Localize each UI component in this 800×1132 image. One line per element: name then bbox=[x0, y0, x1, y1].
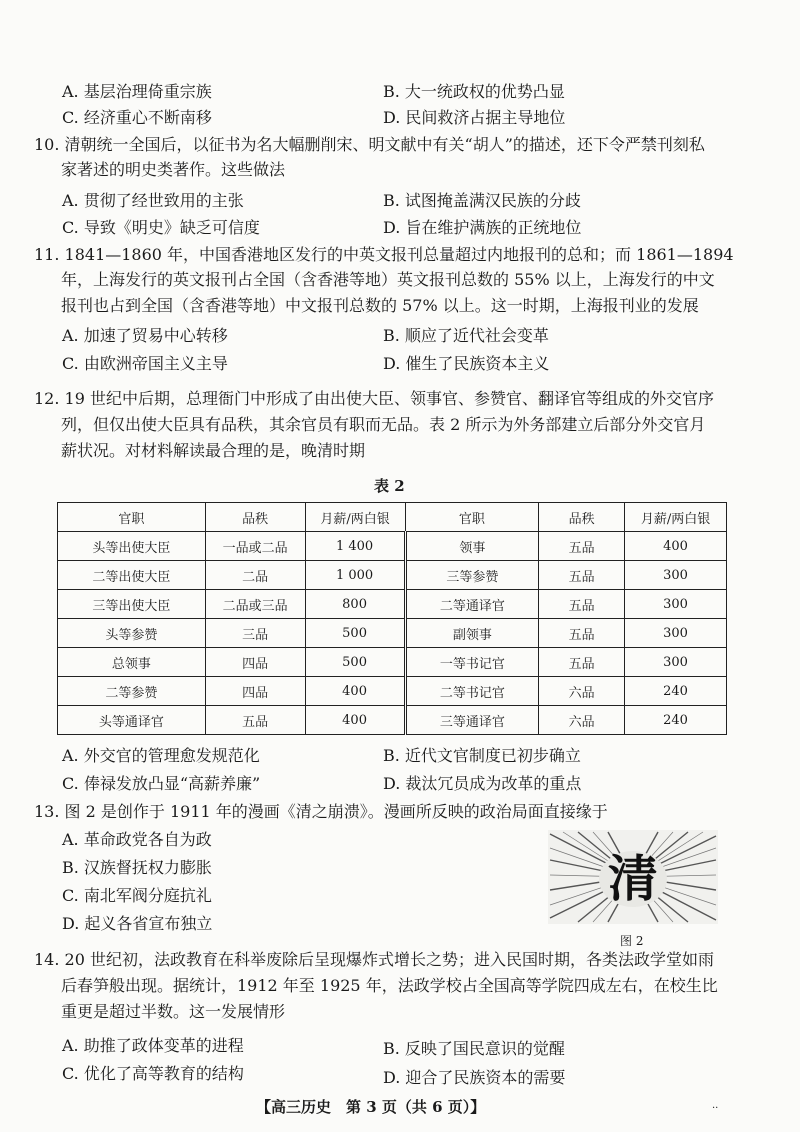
header-rank: 品秩 bbox=[539, 503, 625, 532]
table-row bbox=[58, 648, 727, 677]
header-salary: 月薪/两白银 bbox=[305, 503, 405, 532]
figure-label: 图 2 bbox=[620, 934, 644, 948]
q11-option-b: B. 顺应了近代社会变革 bbox=[383, 326, 549, 345]
table-cell: 五品 bbox=[539, 561, 625, 590]
table-cell: 五品 bbox=[205, 706, 305, 735]
table-cell: 300 bbox=[625, 619, 727, 648]
q9-option-a: A. 基层治理倚重宗族 bbox=[62, 82, 212, 101]
q13-stem: 13. 图 2 是创作于 1911 年的漫画《清之崩溃》。漫画所反映的政治局面直接缘于 bbox=[34, 802, 608, 821]
q9-option-d: D. 民间救济占据主导地位 bbox=[383, 108, 566, 127]
collapse-cartoon-image bbox=[548, 830, 718, 924]
table-cell: 500 bbox=[305, 648, 405, 677]
q14-option-a: A. 助推了政体变革的进程 bbox=[62, 1036, 244, 1055]
q11-stem-line1: 11. 1841—1860 年，中国香港地区发行的中英文报刊总量超过内地报刊的总和；而 1861—1894 bbox=[34, 245, 734, 264]
q11-option-d: D. 催生了民族资本主义 bbox=[383, 354, 550, 373]
q14-stem-line1: 14. 20 世纪初，法政教育在科举废除后呈现爆炸式增长之势；进入民国时期，各类法政学堂如雨 bbox=[34, 950, 714, 969]
table-cell: 五品 bbox=[539, 648, 625, 677]
table-cell: 三等通译官 bbox=[405, 706, 539, 735]
table-cell: 300 bbox=[625, 590, 727, 619]
q9-option-c: C. 经济重心不断南移 bbox=[62, 108, 212, 127]
table-row bbox=[58, 590, 727, 619]
q12-option-b: B. 近代文官制度已初步确立 bbox=[383, 746, 581, 765]
table-cell: 400 bbox=[305, 706, 405, 735]
table-cell: 三等参赞 bbox=[405, 561, 539, 590]
table-cell: 领事 bbox=[405, 532, 539, 561]
table-cell: 240 bbox=[625, 677, 727, 706]
q9-option-b: B. 大一统政权的优势凸显 bbox=[383, 82, 565, 101]
table-row bbox=[58, 532, 727, 561]
q14-option-d: D. 迎合了民族资本的需要 bbox=[383, 1068, 566, 1087]
table-cell: 三等出使大臣 bbox=[58, 590, 206, 619]
table-caption: 表 2 bbox=[374, 477, 405, 495]
table-cell: 1 400 bbox=[305, 532, 405, 561]
table-cell: 头等出使大臣 bbox=[58, 532, 206, 561]
header-post: 官职 bbox=[405, 503, 539, 532]
q12-option-a: A. 外交官的管理愈发规范化 bbox=[62, 746, 260, 765]
table-cell: 五品 bbox=[539, 619, 625, 648]
q10-option-a: A. 贯彻了经世致用的主张 bbox=[62, 191, 244, 210]
table-cell: 六品 bbox=[539, 706, 625, 735]
q12-stem-line2: 列，但仅出使大臣具有品秩，其余官员有职而无品。表 2 所示为外务部建立后部分外交官月 bbox=[61, 415, 706, 434]
page-footer: 【高三历史 第 3 页（共 6 页）】 bbox=[256, 1098, 486, 1116]
q11-stem-line2: 年，上海发行的英文报刊占全国（含香港等地）英文报刊总数的 55% 以上，上海发行的中文 bbox=[61, 270, 715, 289]
table-cell: 300 bbox=[625, 561, 727, 590]
table-cell: 二等参赞 bbox=[58, 677, 206, 706]
q12-option-c: C. 俸禄发放凸显“高薪养廉” bbox=[62, 774, 261, 793]
q14-option-c: C. 优化了高等教育的结构 bbox=[62, 1064, 244, 1083]
table-cell: 三品 bbox=[205, 619, 305, 648]
table-cell: 二品或三品 bbox=[205, 590, 305, 619]
table-cell: 1 000 bbox=[305, 561, 405, 590]
q10-stem-line1: 10. 清朝统一全国后，以征书为名大幅删削宋、明文献中有关“胡人”的描述，还下令严禁刊刻私 bbox=[34, 135, 705, 154]
header-rank: 品秩 bbox=[205, 503, 305, 532]
table-row bbox=[58, 677, 727, 706]
table-cell: 二等通译官 bbox=[405, 590, 539, 619]
table-cell: 头等通译官 bbox=[58, 706, 206, 735]
q10-option-b: B. 试图掩盖满汉民族的分歧 bbox=[383, 191, 581, 210]
table-cell: 500 bbox=[305, 619, 405, 648]
table-cell: 四品 bbox=[205, 677, 305, 706]
table-cell: 240 bbox=[625, 706, 727, 735]
cartoon-character: 清 bbox=[608, 850, 658, 908]
table-cell: 800 bbox=[305, 590, 405, 619]
q11-option-a: A. 加速了贸易中心转移 bbox=[62, 326, 228, 345]
q11-option-c: C. 由欧洲帝国主义主导 bbox=[62, 354, 228, 373]
table-cell: 二等书记官 bbox=[405, 677, 539, 706]
table-row bbox=[58, 706, 727, 735]
q13-option-d: D. 起义各省宣布独立 bbox=[62, 914, 213, 933]
q14-stem-line3: 重更是超过半数。这一发展情形 bbox=[61, 1002, 286, 1021]
q10-option-c: C. 导致《明史》缺乏可信度 bbox=[62, 218, 260, 237]
table-cell: 五品 bbox=[539, 532, 625, 561]
table-cell: 400 bbox=[305, 677, 405, 706]
table-cell: 二品 bbox=[205, 561, 305, 590]
q12-stem-line1: 12. 19 世纪中后期，总理衙门中形成了由出使大臣、领事官、参赞官、翻译官等组成的外交官序 bbox=[34, 389, 714, 408]
table-cell: 一品或二品 bbox=[205, 532, 305, 561]
table-cell: 一等书记官 bbox=[405, 648, 539, 677]
q12-stem-line3: 薪状况。对材料解读最合理的是，晚清时期 bbox=[61, 441, 366, 460]
q11-stem-line3: 报刊也占到全国（含香港等地）中文报刊总数的 57% 以上。这一时期，上海报刊业的发展 bbox=[61, 296, 699, 315]
q12-option-d: D. 裁汰冗员成为改革的重点 bbox=[383, 774, 582, 793]
table-cell: 总领事 bbox=[58, 648, 206, 677]
table-cell: 副领事 bbox=[405, 619, 539, 648]
table-cell: 400 bbox=[625, 532, 727, 561]
q10-option-d: D. 旨在维护满族的正统地位 bbox=[383, 218, 582, 237]
table-header-row bbox=[58, 503, 727, 532]
table-row bbox=[58, 561, 727, 590]
table-cell: 头等参赞 bbox=[58, 619, 206, 648]
q14-option-b: B. 反映了国民意识的觉醒 bbox=[383, 1039, 565, 1058]
table-row bbox=[58, 619, 727, 648]
q13-option-a: A. 革命政党各自为政 bbox=[62, 830, 212, 849]
q13-option-c: C. 南北军阀分庭抗礼 bbox=[62, 886, 212, 905]
table-cell: 二等出使大臣 bbox=[58, 561, 206, 590]
header-post: 官职 bbox=[58, 503, 206, 532]
table-cell: 六品 bbox=[539, 677, 625, 706]
table-cell: 五品 bbox=[539, 590, 625, 619]
q14-stem-line2: 后春笋般出现。据统计，1912 年至 1925 年，法政学校占全国高等学院四成左右，在校生比 bbox=[61, 976, 718, 995]
q10-stem-line2: 家著述的明史类著作。这些做法 bbox=[61, 160, 286, 179]
salary-table bbox=[57, 502, 727, 735]
header-salary: 月薪/两白银 bbox=[625, 503, 727, 532]
table-cell: 300 bbox=[625, 648, 727, 677]
table-cell: 四品 bbox=[205, 648, 305, 677]
corner-mark: .. bbox=[712, 1100, 719, 1111]
q13-option-b: B. 汉族督抚权力膨胀 bbox=[62, 858, 212, 877]
